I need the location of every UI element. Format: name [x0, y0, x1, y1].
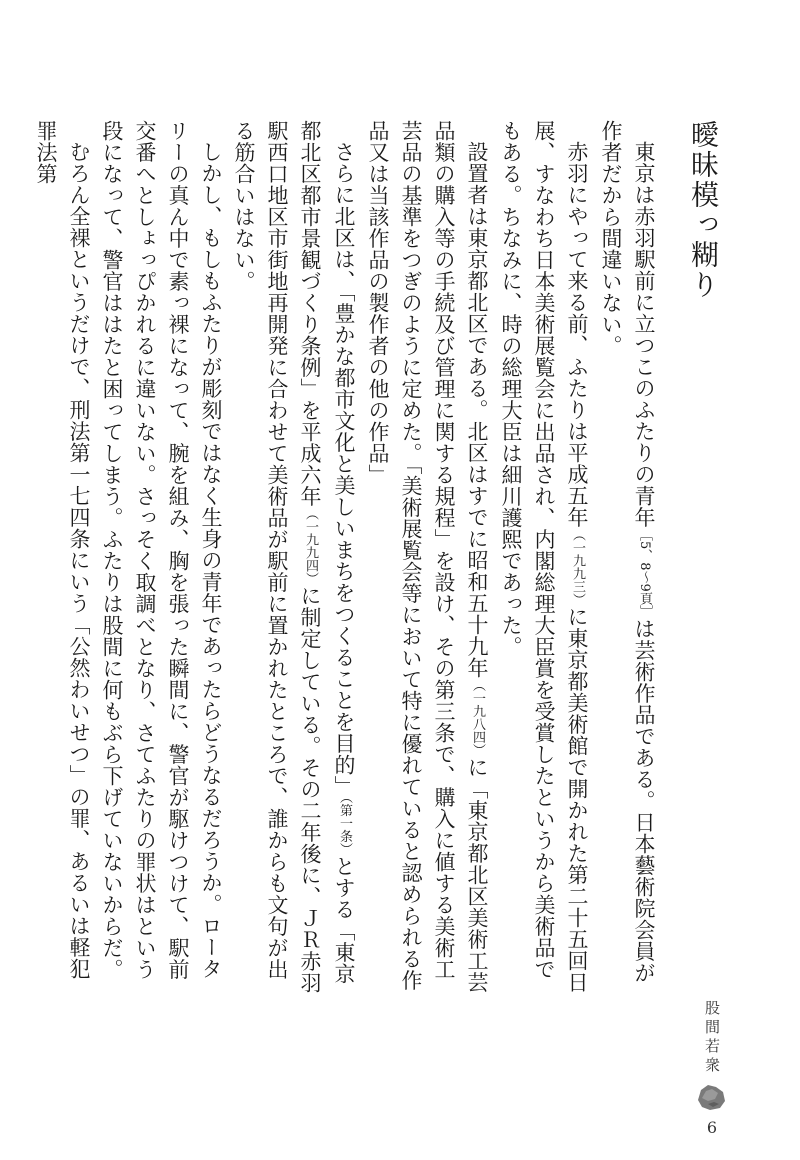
paragraph-2-text-b: に東京都美術館で開かれた第二十五回日展、すなわち日本美術展覧会に出品され、内閣総理大臣賞を受賞したというから美術品でもある。ちなみに、時の総理大臣は細川護熙であった。 [499, 120, 589, 993]
paragraph-1-text-b: は芸術作品である。日本藝術院会員が作者だから間違いない。 [599, 120, 656, 984]
paragraph-3-text-a: 設置者は東京都北区である。北区はすでに昭和五十九年 [465, 141, 489, 679]
running-head: 股間若衆 [703, 1000, 721, 1076]
paragraph-2 [494, 120, 594, 1000]
article-note: （第一条） [337, 797, 352, 856]
page-reference-note: ［5、8〜9頁］ [637, 528, 652, 618]
paragraph-4-text-c: に制定している。その二年後に、ＪＲ赤羽駅西口地区市街地再開発に合わせて美術品が駅前に置かれたところで、誰からも文句が出る筋合いはない。 [232, 120, 322, 994]
year-note: （一九九四） [303, 507, 318, 585]
year-note: （一九九三） [570, 528, 585, 606]
paragraph-3-text-b: に「東京都北区美術工芸品類の購入等の手続及び管理に関する規程」を設け、その第三条で、購入に値する美術工芸品の基準をつぎのように定めた。「美術展覧会等において特に優れていると認められる作品又は当該作品の製作者の他の作品」 [366, 120, 489, 993]
paragraph-4-text-b: とする「東京都北区都市景観づくり条例」を平成六年 [298, 120, 356, 985]
paragraph-4-text-a: さらに北区は、「豊かな都市文化と美しいまちをつくることを目的」 [332, 141, 356, 797]
year-note: （一九八四） [470, 678, 485, 757]
paragraph-3 [361, 120, 494, 1000]
page-number: 6 [706, 1118, 718, 1137]
paragraph-6: むろん全裸というだけで、刑法第一七四条にいう「公然わいせつ」の罪、あるいは軽犯罪法第 [34, 120, 91, 980]
paragraph-2-text-a: 赤羽にやって来る前、ふたりは平成五年 [565, 141, 589, 528]
paragraph-1 [594, 120, 661, 1000]
paragraph-1-text: 東京は赤羽駅前に立つこのふたりの青年 [632, 141, 656, 528]
stone-icon [694, 1080, 728, 1114]
paragraph-5: しかし、もしもふたりが彫刻ではなく生身の青年であったらどうなるだろうか。ロータリーの真ん中で素っ裸になって、腕を組み、胸を張った瞬間に、警官が駆けつけて、駅前交番へとしょっぴかれるに違いない。さっそく取調べとなり、さてふたりの罪状はという段になって、警官ははたと困ってしまう。ふたりは股間に何もぶら下げていないからだ。 [100, 120, 223, 980]
paragraph-4 [227, 120, 361, 1000]
vertical-body-text [34, 120, 720, 1000]
chapter-title: 曖昧模っ糊り [687, 120, 720, 300]
